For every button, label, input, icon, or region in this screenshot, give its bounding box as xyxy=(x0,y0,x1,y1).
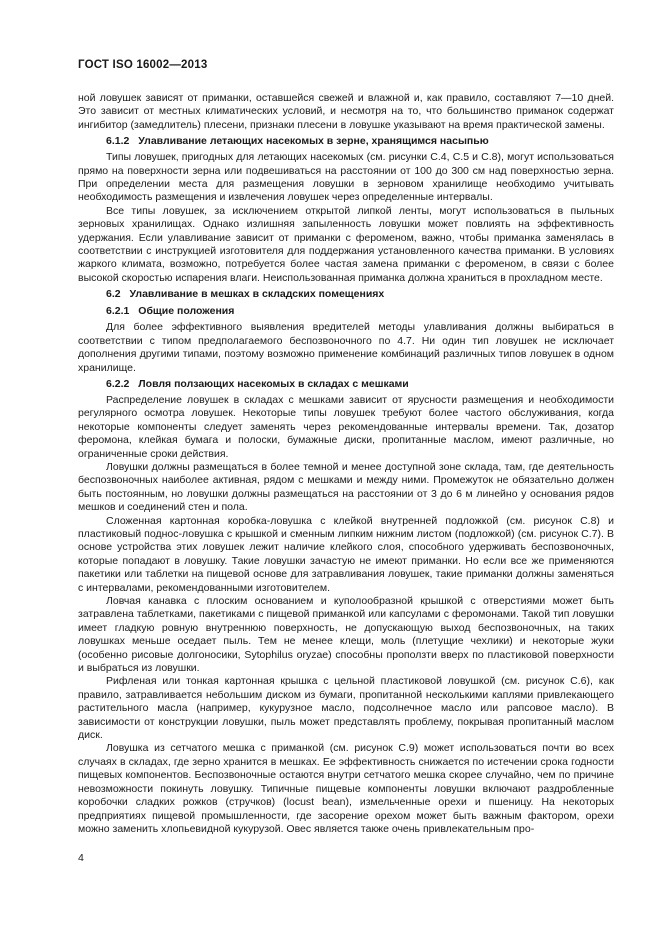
document-header: ГОСТ ISO 16002—2013 xyxy=(78,59,208,71)
section-heading-6-1-2 xyxy=(106,134,614,149)
paragraph: Ловушки должны размещаться в более темной и менее доступной зоне склада, там, где деятельность беспозвоночных наиболее активная, рядом с мешками и между ними. Промежуток не обязательно должен быть постоянным, но ловушки должны размещаться на расстоянии от 3 до 6 м линейно у основания рядов мешков и соединений стен и пола. xyxy=(78,460,614,514)
section-title: Улавливание в мешках в складских помещениях xyxy=(129,288,385,301)
section-title: Ловля ползающих насекомых в складах с мешками xyxy=(138,377,409,390)
paragraph: Для более эффективного выявления вредителей методы улавливания должны выбираться в соответствии с типом предполагаемого беспозвоночного по 4.7. Ни один тип ловушек не исключает дополнения другими типами, поэтому возможно применение комбинаций различных типов ловушек в одном хранилище. xyxy=(78,321,614,374)
paragraph: Рифленая или тонкая картонная крышка с цельной пластиковой ловушкой (см. рисунок С.6), как правило, затравливается небольшим диском из бумаги, пропитанной несколькими каплями привлекающего растительного масла (например, кукурузное масло, подсолнечное масло или рапсовое масло). В зависимости от конструкции ловушки, пыль может представлять проблему, покрывая пропитанный маслом диск. xyxy=(78,675,614,742)
page-number: 4 xyxy=(78,852,84,864)
section-heading-6-2 xyxy=(106,287,614,302)
section-number: 6.2.2 xyxy=(106,377,130,390)
section-title: Улавливание летающих насекомых в зерне, хранящимся насыпью xyxy=(138,135,489,148)
section-heading-6-2-1 xyxy=(106,304,614,319)
section-title: Общие положения xyxy=(138,305,235,318)
paragraph: Ловушка из сетчатого мешка с приманкой (см. рисунок С.9) может использоваться почти во всех случаях в складах, где зерно хранится в мешках. Ее эффективность снижается по истечении срока годности пищевых компонентов. Беспозвоночные остаются внутри сетчатого мешка скорее случайно, чем по причине невозможности покинуть ловушку. Типичные пищевые компоненты ловушки включают раздробленные коробочки сладких рожков (стручков) (locust bean), измельченные орехи и пшеницу. На некоторых предприятиях пищевой промышленности, где засорение орехом может быть важным фактором, орехи можно заменить хлопьевидной кукурузой. Овес является также очень привлекательным про- xyxy=(78,742,614,835)
paragraph: ной ловушек зависят от приманки, оставшейся свежей и влажной и, как правило, составляют 7—10 дней. Это зависит от местных климатических условий, и несмотря на то, что большинство приманок содержат ингибитор (замедлитель) плесени, признаки плесени в ловушке указывают на время практической замены. xyxy=(78,92,614,131)
paragraph: Ловчая канавка с плоским основанием и куполообразной крышкой с отверстиями может быть затравлена таблетками, пакетиками с пищевой приманкой или капсулами с феромонами. Такой тип ловушки имеет гладкую ровную внутреннюю поверхность, не допускающую выход беспозвоночных, на таких ловушках меньше оседает пыль. Тем не менее клещи, моль (плетущие чехлики) и некоторые жуки (особенно рисовые долгоносики, Sytophilus oryzae) способны проползти вверх по пластиковой поверхности и выбраться из ловушки. xyxy=(78,595,614,675)
paragraph: Сложенная картонная коробка-ловушка с клейкой внутренней подложкой (см. рисунок С.8) и пластиковый поднос-ловушка с крышкой и сменным липким нижним листом (подложкой) (см. рисунок С.7). В основе устройства этих ловушек лежит наличие клейкого слоя, способного удерживать беспозвоночных, которые попадают в ловушку. Такие ловушки зачастую не имеют приманки. Но если все же применяются пакетики или таблетки на пищевой основе для затравливания ловушек, такие приманки должны заменяться с интервалами, рекомендованными изготовителем. xyxy=(78,514,614,594)
section-number: 6.2 xyxy=(106,288,121,301)
section-number: 6.2.1 xyxy=(106,305,130,318)
section-heading-6-2-2 xyxy=(106,377,614,392)
section-number: 6.1.2 xyxy=(106,135,130,148)
paragraph: Все типы ловушек, за исключением открытой липкой ленты, могут использоваться в пыльных зерновых хранилищах. Однако излишняя запыленность ловушки может повлиять на эффективность удержания. Если улавливание зависит от приманки с фероменом, важно, чтобы приманка заменялась в соответствии с инструкцией изготовителя для поддержания установленного качества приманки. В условиях жаркого климата, возможно, потребуется более частая замена приманки с фероменом, в связи с более высокой скоростью испарения влаги. Неиспользованная приманка должна храниться в прохладном месте. xyxy=(78,204,614,284)
paragraph: Типы ловушек, пригодных для летающих насекомых (см. рисунки С.4, С.5 и С.8), могут использоваться прямо на поверхности зерна или подвешиваться на расстоянии от 100 до 300 см над поверхностью зерна. При определении места для размещения ловушки в зерновом хранилище необходимо учитывать необходимость размещения и извлечения ловушек через определенные интервалы. xyxy=(78,151,614,204)
document-body xyxy=(78,92,614,836)
paragraph: Распределение ловушек в складах с мешками зависит от ярусности размещения и необходимости регулярного осмотра ловушек. Некоторые типы ловушек требуют более частого обслуживания, когда некоторые компоненты следует заменять через рекомендованные интервалы времени. Так, дозатор феромона, клейкая бумага и полоски, бумажные диски, пропитанные маслом, имеют различные, но ограниченные сроки действия. xyxy=(78,393,614,460)
